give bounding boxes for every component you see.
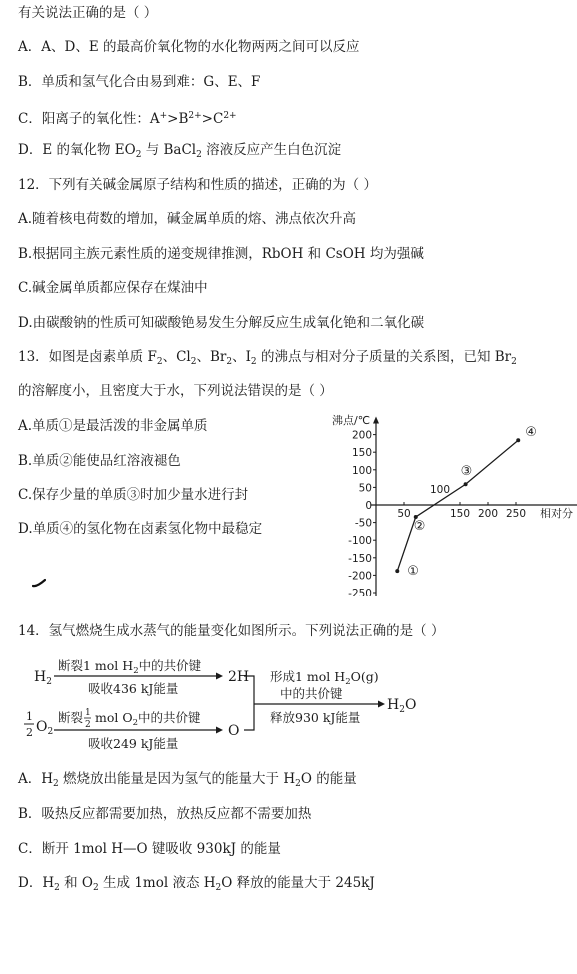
energy-change-diagram <box>18 654 438 758</box>
q14-option-c[interactable]: C．断开 1mol H—O 键吸收 930kJ 的能量 <box>18 841 281 857</box>
q11-stem: 有关说法正确的是（ ） <box>18 5 158 21</box>
q13-option-d[interactable]: D.单质④的氢化物在卤素氢化物中最稳定 <box>18 521 263 537</box>
q11-option-d[interactable] <box>18 141 341 164</box>
boiling-point-line <box>397 440 518 571</box>
q13-option-a[interactable]: A.单质①是最活泼的非金属单质 <box>18 418 208 434</box>
arrow-head-icon <box>216 727 223 734</box>
product-2h: 2H <box>228 669 250 685</box>
y-tick-label: -200 <box>348 570 372 583</box>
text-part: 燃烧放出能量是因为氢气的能量大于 H <box>58 771 296 787</box>
text-part: 、Cl <box>162 349 191 365</box>
text-part: 与 BaCl <box>141 142 197 158</box>
superscript: 2+ <box>223 111 237 121</box>
fraction-numerator: 1 <box>85 708 91 718</box>
chart-ticks <box>348 430 526 596</box>
q11-option-a[interactable]: A．A、D、E 的最高价氧化物的水化物两两之间可以反应 <box>18 39 360 55</box>
q14-option-a[interactable] <box>18 770 357 793</box>
subscript: 2 <box>345 677 351 687</box>
text-part: C．阳离子的氧化性：A <box>18 111 160 127</box>
fraction-denominator: 2 <box>26 726 33 739</box>
covalent-bond-label: 中的共价键 <box>280 686 343 701</box>
text-part: 和 O <box>59 875 93 891</box>
text-part: mol O <box>95 710 133 725</box>
formula-part: H <box>387 697 400 713</box>
h2-reactant <box>34 669 52 687</box>
x-tick-label: 200 <box>477 508 499 520</box>
text-part: >B <box>167 111 189 127</box>
form-h2o-label <box>270 669 379 687</box>
data-point <box>395 569 399 573</box>
absorb-436-label: 吸收436 kJ能量 <box>88 681 179 696</box>
data-point <box>516 438 520 442</box>
q13-stem-continued: 的溶解度小，且密度大于水，下列说法错误的是（ ） <box>18 383 333 399</box>
text-part: A．H <box>18 771 54 787</box>
q12-stem: 12．下列有关碱金属原子结构和性质的描述，正确的为（ ） <box>18 177 377 193</box>
text-part: O(g) <box>350 669 379 684</box>
subscript: 2 <box>54 883 60 893</box>
text-part: 形成1 mol H <box>270 669 346 684</box>
subscript: 2 <box>399 705 405 715</box>
y-tick-label: -250 <box>348 588 372 596</box>
x-tick-label: 50 <box>397 508 411 520</box>
q12-option-a[interactable]: A.随着核电荷数的增加，碱金属单质的熔、沸点依次升高 <box>18 211 357 227</box>
subscript: 2 <box>47 727 54 737</box>
formula-part: O <box>404 697 417 713</box>
subscript: 2 <box>190 357 197 367</box>
boiling-point-chart <box>328 400 577 596</box>
q12-option-c[interactable]: C.碱金属单质都应保存在煤油中 <box>18 280 208 296</box>
superscript: 2+ <box>188 111 202 121</box>
subscript: 2 <box>295 779 301 789</box>
text-part: 断裂1 mol H <box>58 658 134 673</box>
fraction-denominator: 2 <box>85 720 91 730</box>
text-part: 中的共价键 <box>138 710 201 725</box>
data-point-label: ③ <box>460 464 473 480</box>
product-o: O <box>228 723 240 739</box>
break-o2-bond-label-rest <box>95 710 201 728</box>
y-tick-label: 50 <box>358 482 372 495</box>
y-tick-label: 0 <box>365 500 372 512</box>
x-tick-label: 250 <box>505 508 527 520</box>
subscript: 2 <box>215 883 222 893</box>
q14-stem: 14．氢气燃烧生成水蒸气的能量变化如图所示。下列说法正确的是（ ） <box>18 623 445 639</box>
text-part: 的沸点与相对分子质量的关系图，已知 Br <box>256 349 512 365</box>
text-part: D．E 的氧化物 EO <box>18 142 136 158</box>
text-part: 中的共价键 <box>138 658 202 673</box>
subscript: 2 <box>132 718 139 728</box>
q12-option-d[interactable]: D.由碳酸钠的性质可知碳酸铯易发生分解反应生成氧化铯和二氧化碳 <box>18 315 425 331</box>
y-tick-label: 200 <box>351 429 372 442</box>
text-part: O 释放的能量大于 245kJ <box>221 875 375 891</box>
break-o2-bond-label: 断裂 <box>58 710 84 725</box>
x-tick-label: 150 <box>449 508 471 520</box>
check-mark-icon <box>32 578 46 588</box>
text-part: 、Br <box>196 349 227 365</box>
y-tick-label: -50 <box>354 517 372 530</box>
subscript: 2 <box>46 677 52 687</box>
q14-option-b[interactable]: B．吸热反应都需要加热，放热反应都不需要加热 <box>18 806 312 822</box>
y-tick-label: 100 <box>351 464 372 477</box>
superscript: + <box>159 111 168 121</box>
arrow-head-icon <box>216 673 223 680</box>
data-point <box>464 482 468 486</box>
text-part: 溶液反应产生白色沉淀 <box>201 142 342 158</box>
text-part: >C <box>201 111 224 127</box>
subscript: 2 <box>93 883 99 893</box>
subscript: 2 <box>53 779 59 789</box>
q14-option-d[interactable] <box>18 874 375 897</box>
formula-part: O <box>36 719 48 735</box>
text-part: D．H <box>18 875 55 891</box>
q11-option-c[interactable] <box>18 107 237 128</box>
text-part: 、I <box>232 349 251 365</box>
subscript: 2 <box>226 357 233 367</box>
subscript: 2 <box>196 150 202 160</box>
text-part: 生成 1mol 液态 H <box>98 875 216 891</box>
subscript: 2 <box>511 357 517 367</box>
subscript: 2 <box>250 357 257 367</box>
release-930-label: 释放930 kJ能量 <box>270 710 361 725</box>
x-annotation-label: 100 <box>430 484 451 496</box>
formula-part: H <box>34 669 47 685</box>
fraction-numerator: 1 <box>26 710 33 723</box>
q13-option-c[interactable]: C.保存少量的单质③时加少量水进行封 <box>18 487 249 503</box>
absorb-249-label: 吸收249 kJ能量 <box>88 736 179 751</box>
o2-reactant <box>36 719 53 737</box>
subscript: 2 <box>135 150 142 160</box>
break-h2-bond-label <box>58 658 202 676</box>
data-point-label: ② <box>413 518 426 534</box>
q13-option-b[interactable]: B.单质②能使品红溶液褪色 <box>18 453 181 469</box>
subscript: 2 <box>156 357 163 367</box>
q11-option-b[interactable]: B．单质和氢气化合由易到难：G、E、F <box>18 74 261 90</box>
y-tick-label: -150 <box>348 552 372 565</box>
q12-option-b[interactable]: B.根据同主族元素性质的递变规律推测，RbOH 和 CsOH 均为强碱 <box>18 246 424 262</box>
q13-stem <box>18 348 517 371</box>
text-part: O 的能量 <box>300 771 357 787</box>
data-point-label: ① <box>407 564 419 580</box>
x-axis-label: 相对分 <box>540 507 573 520</box>
y-axis-arrow-icon <box>373 417 379 424</box>
y-tick-label: -100 <box>348 535 372 548</box>
y-axis-label: 沸点/℃ <box>332 414 371 427</box>
arrow-head-icon <box>378 701 385 708</box>
h2o-product <box>387 697 416 715</box>
text-part: 13．如图是卤素单质 F <box>18 349 157 365</box>
chart-series <box>397 440 518 571</box>
data-point-label: ④ <box>525 425 537 441</box>
subscript: 2 <box>133 666 139 676</box>
y-tick-label: 150 <box>351 447 372 460</box>
